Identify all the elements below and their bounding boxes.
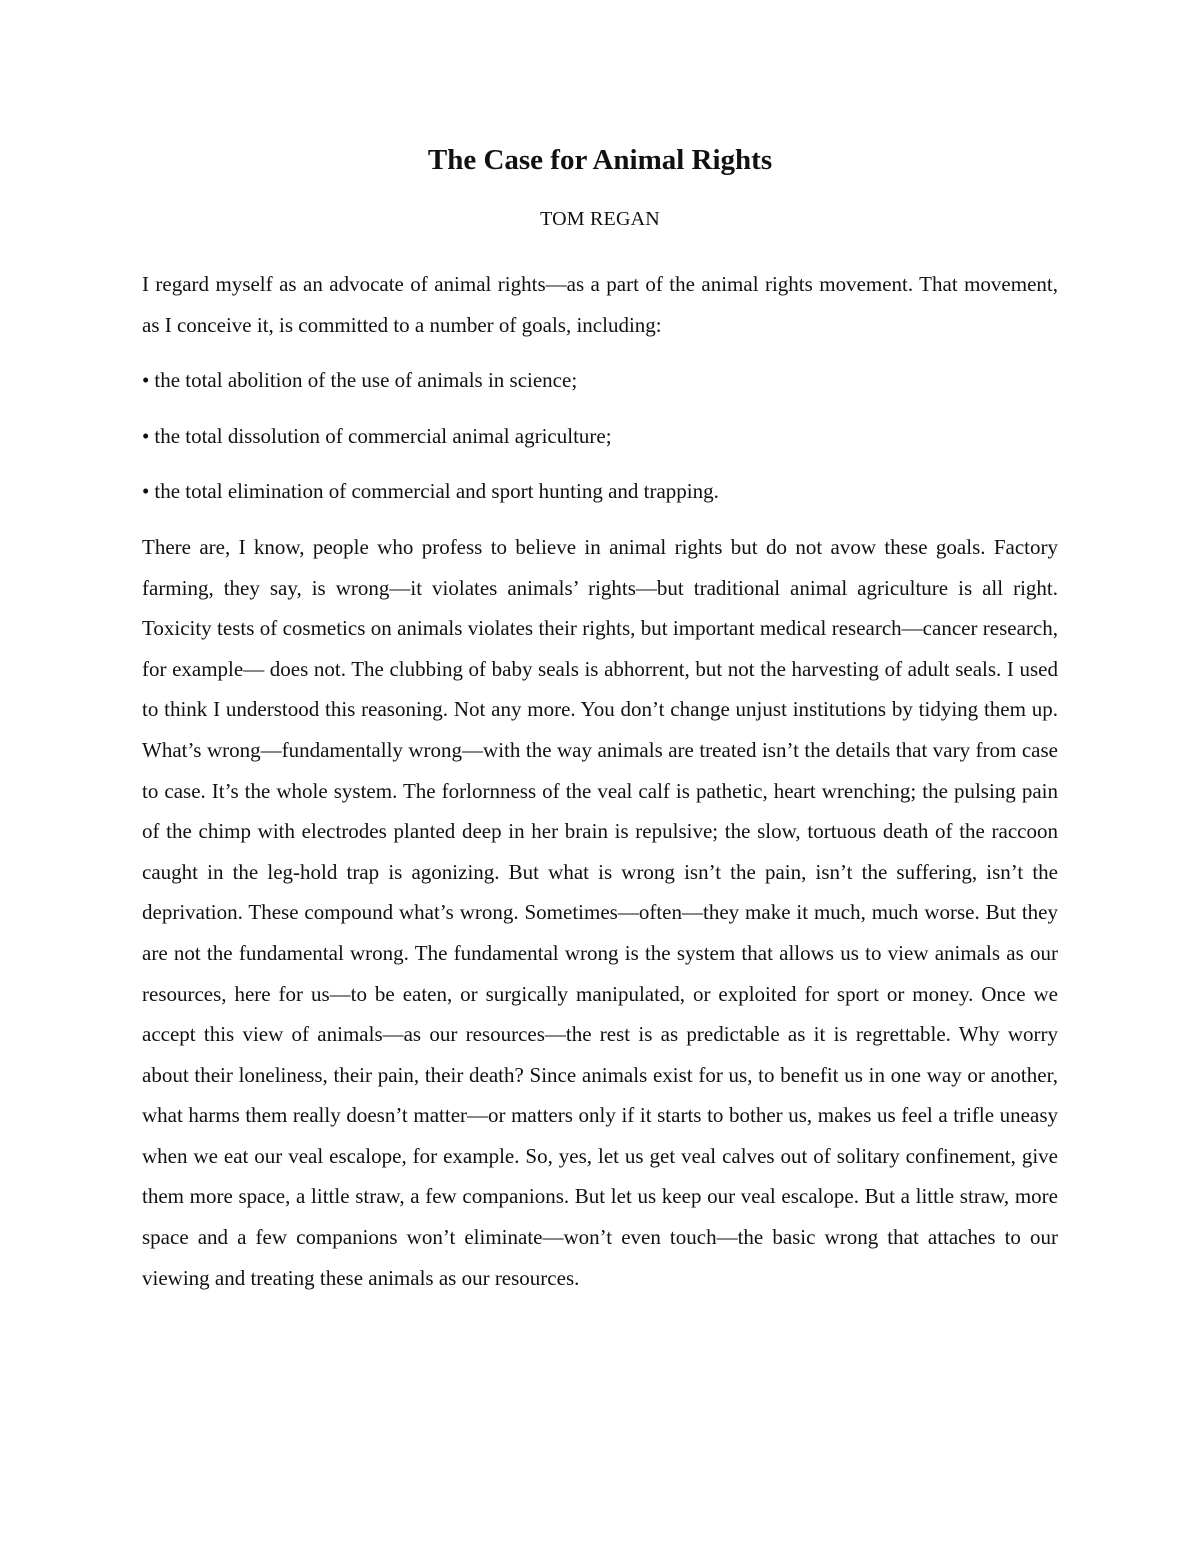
goal-item: [142, 471, 1058, 512]
intro-paragraph: I regard myself as an advocate of animal rights—as a part of the animal rights movement. That movement, as I conceive it, is committed to a number of goals, including:: [142, 272, 1058, 337]
goal-item-text: the total abolition of the use of animals in science;: [154, 368, 578, 393]
goal-item: [142, 360, 1058, 401]
goal-item: [142, 416, 1058, 457]
goal-item-text: the total dissolution of commercial animal agriculture;: [154, 423, 612, 448]
goals-list: [142, 360, 1058, 512]
bullet-icon: •: [142, 479, 150, 504]
body-paragraph: There are, I know, people who profess to believe in animal rights but do not avow these goals. Factory farming, they say, is wrong—it violates animals’ rights—but traditional animal agriculture is all right. Toxicity tests of cosmetics on animals violates their rights, but important medical research—cancer research, for example— does not. The clubbing of baby seals is abhorrent, but not the harvesting of adult seals. I used to think I understood this reasoning. Not any more. You don’t change unjust institutions by tidying them up. What’s wrong—fundamentally wrong—with the way animals are treated isn’t the details that vary from case to case. It’s the whole system. The forlornness of the veal calf is pathetic, heart wrenching; the pulsing pain of the chimp with electrodes planted deep in her brain is repulsive; the slow, tortuous death of the raccoon caught in the leg-hold trap is agonizing. But what is wrong isn’t the pain, isn’t the suffering, isn’t the deprivation. These compound what’s wrong. Sometimes—often—they make it much, much worse. But they are not the fundamental wrong. The fundamental wrong is the system that allows us to view animals as our resources, here for us—to be eaten, or surgically manipulated, or exploited for sport or money. Once we accept this view of animals—as our resources—the rest is as predictable as it is regrettable. Why worry about their loneliness, their pain, their death? Since animals exist for us, to benefit us in one way or another, what harms them really doesn’t matter—or matters only if it starts to bother us, makes us feel a trifle uneasy when we eat our veal escalope, for example. So, yes, let us get veal calves out of solitary confinement, give them more space, a little straw, a few companions. But let us keep our veal escalope. But a little straw, more space and a few companions won’t eliminate—won’t even touch—the basic wrong that attaches to our viewing and treating these animals as our resources.: [142, 534, 1058, 1290]
document-title: The Case for Animal Rights: [427, 144, 773, 176]
goal-item-text: the total elimination of commercial and sport hunting and trapping.: [154, 479, 719, 504]
bullet-icon: •: [142, 423, 150, 448]
document-author: TOM REGAN: [540, 208, 660, 230]
bullet-icon: •: [142, 368, 150, 393]
